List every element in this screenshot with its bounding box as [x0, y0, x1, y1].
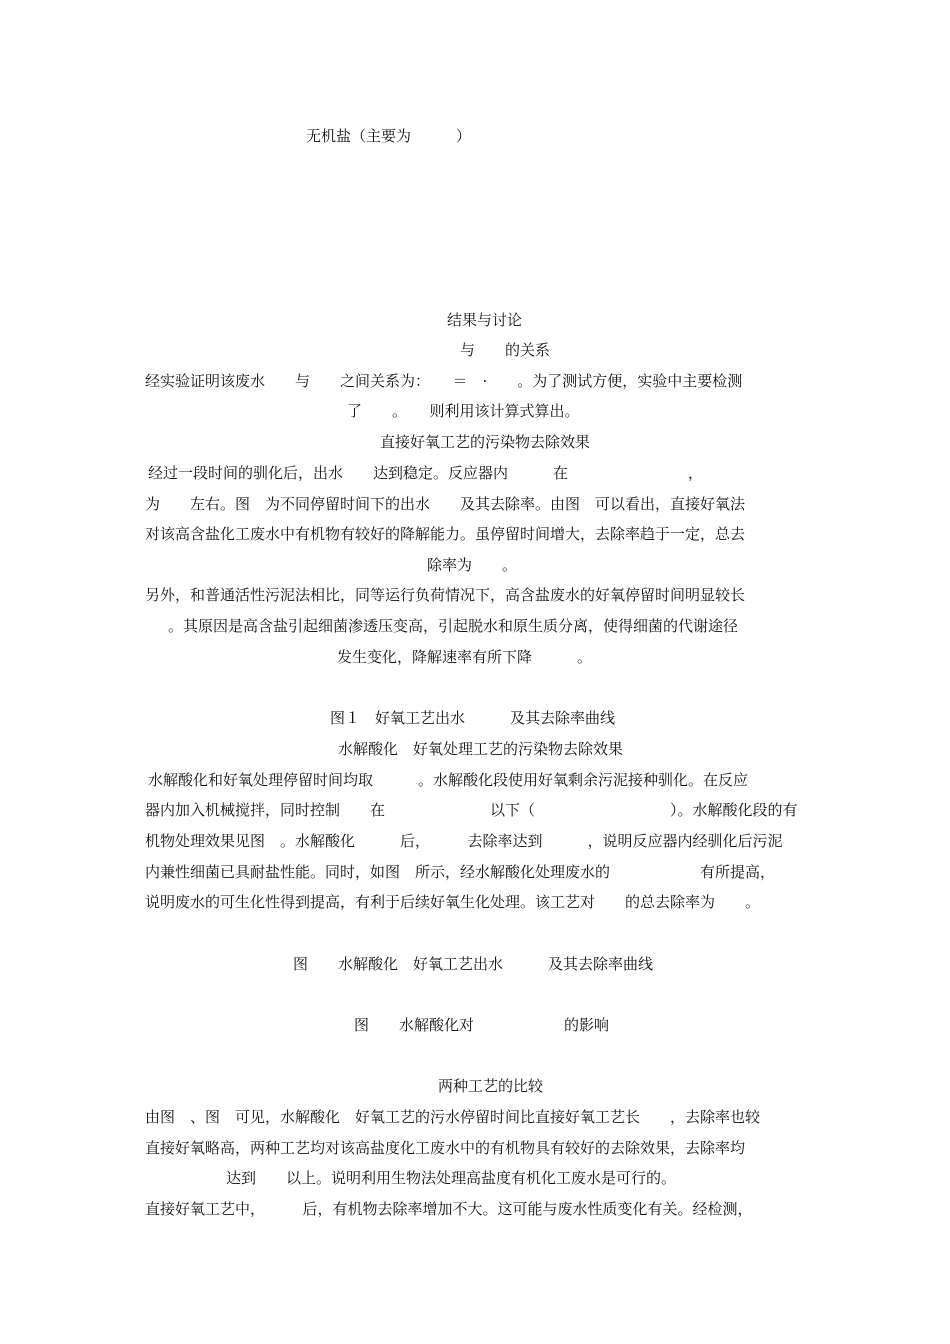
body-text-line: 经实验证明该废水 与 之间关系为： ＝ · 。为了测试方便，实验中主要检测: [145, 372, 743, 390]
body-text-line: 另外，和普通活性污泥法相比，同等运行负荷情况下，高含盐废水的好氧停留时间明显较长: [145, 586, 746, 604]
subsection-heading-relation: 与 的关系: [460, 341, 551, 359]
body-text-line: 直接好氧略高，两种工艺均对该高盐度化工废水中的有机物具有较好的去除效果，去除率均: [145, 1139, 746, 1157]
body-text-line: 。其原因是高含盐引起细菌渗透压变高，引起脱水和原生质分离，使得细菌的代谢途径: [168, 617, 739, 635]
body-text-line: 由图 、图 可见，水解酸化 好氧工艺的污水停留时间比直接好氧工艺长 ，去除率也较: [145, 1108, 761, 1126]
figure-caption-1: 图１ 好氧工艺出水 及其去除率曲线: [330, 709, 616, 727]
body-text-line: 机物处理效果见图 。水解酸化 后， 去除率达到 ，说明反应器内经驯化后污泥: [145, 832, 783, 850]
body-text-line: 直接好氧工艺中， 后，有机物去除率增加不大。这可能与废水性质变化有关。经检测，: [145, 1200, 753, 1218]
figure-caption-2: 图 水解酸化 好氧工艺出水 及其去除率曲线: [293, 955, 654, 973]
body-text-line: 了 。 则利用该计算式算出。: [347, 402, 580, 420]
subsection-heading-direct-aerobic: 直接好氧工艺的污染物去除效果: [380, 433, 591, 451]
body-text-line: 为 左右。图 为不同停留时间下的出水 及其去除率。由图 可以看出，直接好氧法: [145, 495, 746, 513]
body-text-line: 发生变化，降解速率有所下降 。: [337, 648, 593, 666]
body-text-line: 经过一段时间的驯化后，出水 达到稳定。反应器内 在 ，: [148, 464, 704, 482]
subsection-heading-comparison: 两种工艺的比较: [438, 1077, 544, 1095]
inorganic-salt-line: 无机盐（主要为 ）: [306, 127, 472, 145]
body-text-line: 对该高含盐化工废水中有机物有较好的降解能力。虽停留时间增大，去除率趋于一定，总去: [145, 525, 746, 543]
body-text-line: 内兼性细菌已具耐盐性能。同时，如图 所示，经水解酸化处理废水的 有所提高，: [145, 863, 776, 881]
body-text-line: 水解酸化和好氧处理停留时间均取 。水解酸化段使用好氧剩余污泥接种驯化。在反应: [148, 771, 749, 789]
body-text-line: 达到 以上。说明利用生物法处理高盐度有机化工废水是可行的。: [226, 1169, 677, 1187]
body-text-line: 器内加入机械搅拌，同时控制 在 以下（ ）。水解酸化段的有: [145, 801, 798, 819]
subsection-heading-hydrolysis: 水解酸化 好氧处理工艺的污染物去除效果: [338, 740, 624, 758]
figure-caption-3: 图 水解酸化对 的影响: [354, 1016, 610, 1034]
body-text-line: 除率为 。: [427, 556, 518, 574]
section-heading-results: 结果与讨论: [447, 311, 523, 329]
body-text-line: 说明废水的可生化性得到提高，有利于后续好氧生化处理。该工艺对 的总去除率为 。: [145, 893, 761, 911]
